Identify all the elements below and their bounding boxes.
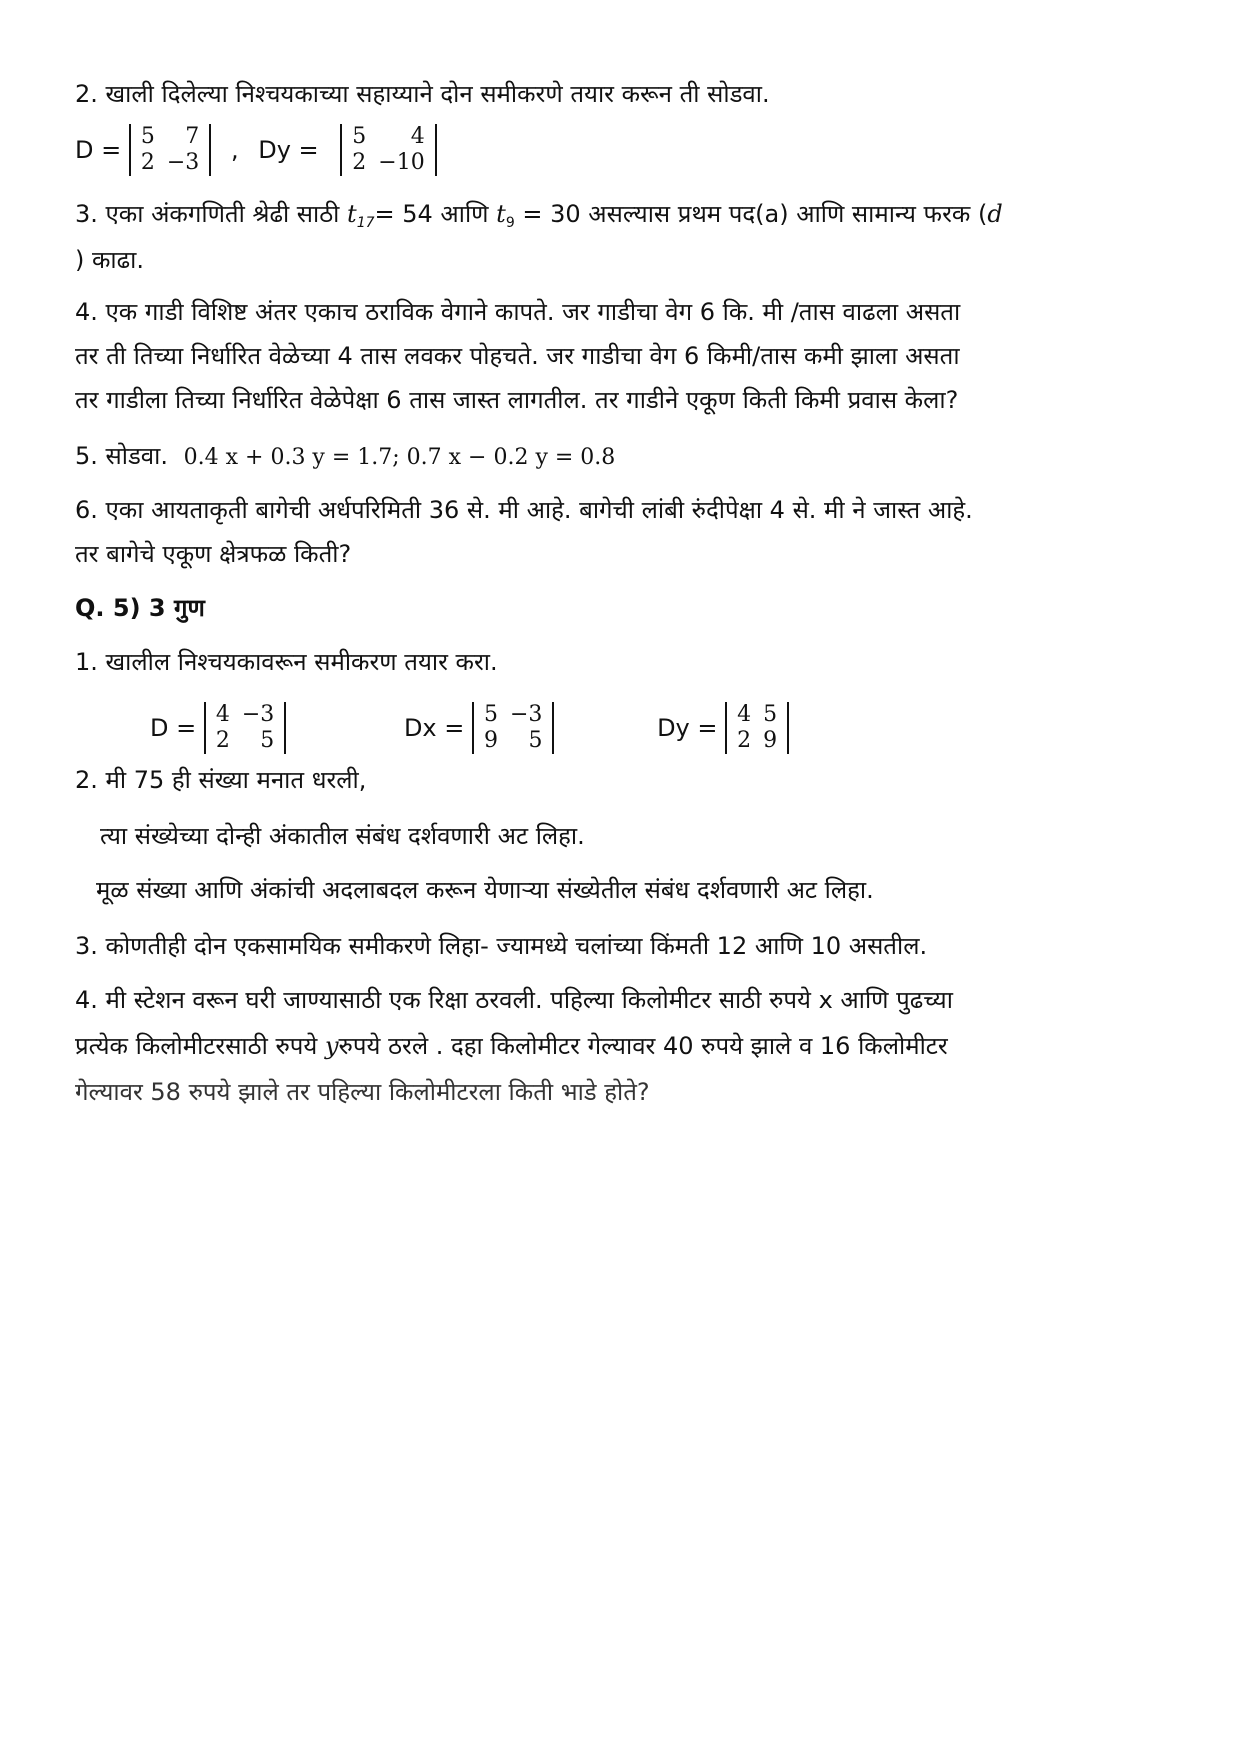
- q5-heading: Q. 5) 3 गुण: [75, 594, 205, 622]
- determinant-d: [129, 124, 211, 176]
- q4-item-4-line1: 4. एक गाडी विशिष्ट अंतर एकाच ठराविक वेगाने कापते. जर गाडीचा वेग 6 कि. मी /तास वाढला असता: [75, 298, 961, 326]
- det-cell: 5: [352, 124, 367, 149]
- item3-text-c: = 30 असल्यास प्रथम पद(a) आणि सामान्य फरक (: [514, 200, 988, 228]
- q4-item-2-determinants: [75, 122, 1175, 177]
- det-cell: 9: [484, 728, 498, 753]
- det-cell: 5: [140, 124, 155, 149]
- q4-item-4-line2: तर ती तिच्या निर्धारित वेळेच्या 4 तास लवकर पोहचते. जर गाडीचा वेग 6 किमी/तास कमी झाला असता: [75, 342, 960, 370]
- det-cell: −10: [378, 150, 425, 175]
- determinant-dx: [472, 702, 554, 754]
- det-cell: 2: [140, 150, 155, 175]
- det-cell: 4: [215, 702, 230, 727]
- t-symbol: t: [496, 200, 506, 228]
- item3-text-b: = 54 आणि: [374, 200, 497, 228]
- det-cell: −3: [241, 702, 275, 727]
- q4-item-3-line2: ) काढा.: [75, 246, 144, 274]
- q4-item-6-line1: 6. एका आयताकृती बागेची अर्धपरिमिती 36 से. मी आहे. बागेची लांबी रुंदीपेक्षा 4 से. मी ने जास्त आहे.: [75, 496, 973, 524]
- q4-item-4-line3: तर गाडीला तिच्या निर्धारित वेळेपेक्षा 6 तास जास्त लागतील. तर गाडीने एकूण किती किमी प्रवास केला?: [75, 386, 959, 414]
- item5-equations: 0.4 x + 0.3 y = 1.7; 0.7 x − 0.2 y = 0.8: [183, 445, 616, 470]
- t-symbol: t: [347, 200, 357, 228]
- q5-item-2-a: त्या संख्येच्या दोन्ही अंकातील संबंध दर्शवणारी अट लिहा.: [100, 822, 585, 850]
- dx-label: Dx =: [403, 714, 465, 742]
- determinant-d: [204, 702, 286, 754]
- dy-label: Dy =: [657, 714, 718, 742]
- d-label: D =: [75, 136, 122, 164]
- q5-determinants: [150, 700, 1241, 755]
- det-cell: 5: [528, 728, 543, 753]
- q4-item-5: [75, 440, 1175, 474]
- q5-item-4-line3: गेल्यावर 58 रुपये झाले तर पहिल्या किलोमीटरला किती भाडे होते?: [75, 1078, 650, 1106]
- determinant-dy: [340, 124, 436, 176]
- det-cell: 2: [215, 728, 230, 753]
- q4-item-2: 2. खाली दिलेल्या निश्चयकाच्या सहाय्याने दोन समीकरणे तयार करून ती सोडवा.: [75, 80, 770, 108]
- q5-item-2-b: मूळ संख्या आणि अंकांची अदलाबदल करून येणाऱ्या संख्येतील संबंध दर्शवणारी अट लिहा.: [96, 876, 874, 904]
- det-cell: 2: [737, 728, 752, 753]
- det-cell: 5: [260, 728, 275, 753]
- det-cell: 7: [185, 124, 200, 149]
- dy-label: Dy =: [258, 136, 319, 164]
- item3-text-a: 3. एका अंकगणिती श्रेढी साठी: [75, 200, 348, 228]
- item4-text-a: प्रत्येक किलोमीटरसाठी रुपये: [75, 1032, 325, 1060]
- y-symbol: y: [324, 1032, 339, 1060]
- det-cell: 5: [763, 702, 778, 727]
- q5-item-4-line1: 4. मी स्टेशन वरून घरी जाण्यासाठी एक रिक्षा ठरवली. पहिल्या किलोमीटर साठी रुपये x आणि पुढच्या: [75, 986, 953, 1014]
- q4-item-6-line2: तर बागेचे एकूण क्षेत्रफळ किती?: [75, 540, 352, 568]
- q4-item-3: [75, 198, 1175, 239]
- det-cell: 4: [410, 124, 425, 149]
- t17-subscript: 17: [356, 215, 375, 231]
- item4-text-b: रुपये ठरले . दहा किलोमीटर गेल्यावर 40 रुपये झाले व 16 किलोमीटर: [338, 1032, 948, 1060]
- det-cell: −3: [166, 150, 200, 175]
- det-cell: −3: [510, 702, 543, 727]
- separator: ,: [230, 136, 239, 164]
- q5-item-1: 1. खालील निश्चयकावरून समीकरण तयार करा.: [75, 648, 498, 676]
- item5-label: 5. सोडवा.: [75, 442, 168, 470]
- q5-item-3: 3. कोणतीही दोन एकसामयिक समीकरणे लिहा- ज्यामध्ये चलांच्या किंमती 12 आणि 10 असतील.: [75, 932, 928, 960]
- det-cell: 4: [737, 702, 752, 727]
- det-cell: 5: [484, 702, 498, 727]
- q5-item-4-line2: [75, 1030, 1175, 1062]
- det-cell: 2: [352, 150, 367, 175]
- q5-item-2: 2. मी 75 ही संख्या मनात धरली,: [75, 766, 367, 794]
- determinant-dy: [725, 702, 789, 754]
- t9-subscript: 9: [505, 215, 515, 231]
- d-label: D =: [150, 714, 197, 742]
- d-symbol: d: [987, 200, 1003, 228]
- det-cell: 9: [763, 728, 778, 753]
